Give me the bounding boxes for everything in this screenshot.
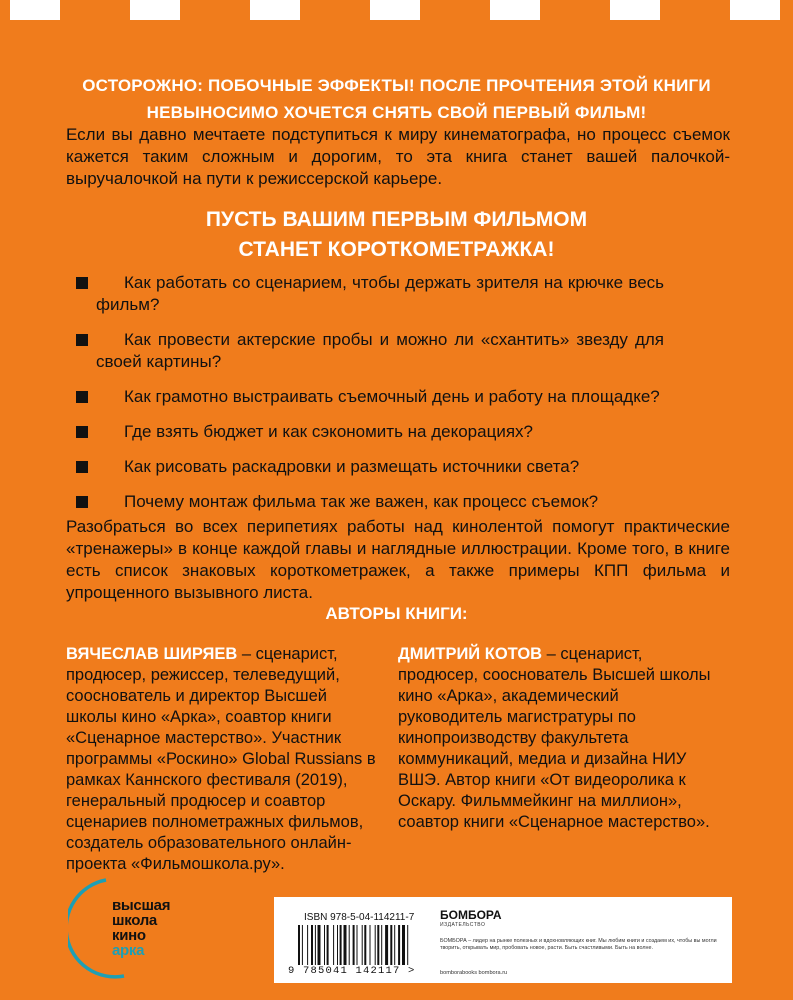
headline-line: ПУСТЬ ВАШИМ ПЕРВЫМ ФИЛЬМОМ (205, 208, 588, 231)
barcode-bar (315, 925, 316, 965)
film-perforation (370, 0, 420, 20)
question-text: Как грамотно выстраивать съемочный день и работу на площадке? (124, 387, 660, 406)
barcode-bar (385, 925, 388, 965)
warning-heading (0, 72, 793, 126)
barcode-digits: 9 785041 142117 > (288, 965, 416, 977)
school-logo (68, 872, 198, 982)
film-perforation (730, 0, 780, 20)
logo-line: кино (112, 927, 146, 944)
publisher-description: БОМБОРА – лидер на рынке полезных и вдохновляющих книг. Мы любим книги и создаем их, чтобы вы могли творить, открывать мир, пробовать новое, расти. Быть счастливыми. Быть на волне. (440, 938, 717, 951)
film-perforation (130, 0, 180, 20)
question-text: Как рисовать раскадровки и размещать источники света? (124, 457, 580, 476)
barcode-bar (318, 925, 321, 965)
question-text: Где взять бюджет и как сэкономить на декорациях? (124, 422, 533, 441)
barcode-panel (274, 897, 732, 983)
author-description: – сценарист, продюсер, режиссер, телеведущий, сооснователь и директор Высшей школы кино «Арка», соавтор книги «Сценарное мастерство». Участник программы «Роскино» Global Russians в рамках Каннского фестиваля (2019), генеральный продюсер и соавтор сценариев полнометражных фильмов, создатель образовательного онлайн-проекта «Фильмошкола.ру». (66, 645, 376, 873)
barcode-bar (370, 925, 371, 965)
authors-heading: АВТОРЫ КНИГИ: (325, 604, 468, 623)
film-strip-border (0, 0, 793, 22)
author-bio (66, 644, 380, 875)
author-description: – сценарист, продюсер, сооснователь Высшей школы кино «Арка», академический руководитель магистратуры по кинопроизводству факультета коммуникаций, медиа и дизайна НИУ ВШЭ. Автор книги «От видеоролика к Оскару. Фильммейкинг на миллион», соавтор книги «Сценарное мастерство». (398, 645, 711, 831)
barcode-bar (402, 925, 405, 965)
question-text: Как работать со сценарием, чтобы держать зрителя на крючке весь фильм? (96, 273, 664, 314)
square-bullet-icon (76, 277, 88, 289)
barcode-bar (390, 925, 392, 965)
barcode-bar (333, 925, 334, 965)
square-bullet-icon (76, 496, 88, 508)
film-perforation (490, 0, 540, 20)
barcode-bar (324, 925, 325, 965)
barcode-bar (398, 925, 400, 965)
logo-line: высшая (112, 897, 171, 914)
barcode-bar (340, 925, 342, 965)
barcode-bar (337, 925, 338, 965)
headline-line: СТАНЕТ КОРОТКОМЕТРАЖКА! (238, 238, 555, 261)
barcode-bar (349, 925, 350, 965)
barcode-bar (302, 925, 303, 965)
author-name: ВЯЧЕСЛАВ ШИРЯЕВ (66, 645, 238, 663)
barcode-bar (381, 925, 382, 965)
list-item (96, 456, 664, 478)
main-headline (0, 205, 793, 265)
list-item (96, 491, 664, 513)
square-bullet-icon (76, 426, 88, 438)
barcode-bar (394, 925, 395, 965)
logo-line: арка (112, 942, 145, 959)
isbn-label: ISBN 978-5-04-114211-7 (304, 912, 415, 923)
intro-paragraph: Если вы давно мечтаете подступиться к миру кинематографа, но процесс съемок кажется таким сложным и дорогим, то эта книга станет вашей палочкой-выручалочкой на пути к режиссерской карьере. (66, 125, 730, 188)
list-item (96, 386, 664, 408)
barcode-bar (298, 925, 300, 965)
film-perforation (250, 0, 300, 20)
question-text: Почему монтаж фильма так же важен, как процесс съемок? (124, 492, 599, 511)
publisher-links: bomborabooks bombora.ru (440, 970, 508, 976)
warning-line: НЕВЫНОСИМО ХОЧЕТСЯ СНЯТЬ СВОЙ ПЕРВЫЙ ФИЛЬМ! (146, 103, 647, 122)
barcode-bar (311, 925, 313, 965)
logo-line: школа (112, 912, 157, 929)
barcode-bar (362, 925, 363, 965)
barcode-bar (357, 925, 358, 965)
square-bullet-icon (76, 391, 88, 403)
list-item (96, 421, 664, 443)
barcode-bar (377, 925, 379, 965)
barcode-bar (327, 925, 329, 965)
author-name: ДМИТРИЙ КОТОВ (398, 645, 543, 663)
barcode-bar (375, 925, 376, 965)
barcode-bar (344, 925, 347, 965)
outro-paragraph: Разобраться во всех перипетиях работы над кинолентой помогут практические «тренажеры» в конце каждой главы и наглядные иллюстрации. Кроме того, в книге есть список знаковых короткометражек, а также примеры КПП фильма и упрощенного вызывного листа. (66, 517, 730, 602)
list-item (96, 329, 664, 373)
publisher-logo: БОМБОРА (440, 908, 502, 922)
film-perforation (610, 0, 660, 20)
barcode-icon (298, 925, 428, 965)
film-perforation (10, 0, 60, 20)
question-text: Как провести актерские пробы и можно ли «схантить» звезду для своей картины? (96, 330, 664, 371)
barcode-bar (353, 925, 355, 965)
square-bullet-icon (76, 334, 88, 346)
barcode-bar (364, 925, 366, 965)
publisher-subtitle: ИЗДАТЕЛЬСТВО (440, 922, 486, 928)
barcode-bar (307, 925, 308, 965)
warning-line: ОСТОРОЖНО: ПОБОЧНЫЕ ЭФФЕКТЫ! ПОСЛЕ ПРОЧТЕНИЯ ЭТОЙ КНИГИ (82, 76, 711, 95)
logo-text (112, 898, 170, 958)
list-item (96, 272, 664, 316)
question-list (96, 272, 664, 526)
square-bullet-icon (76, 461, 88, 473)
author-bio (398, 644, 724, 833)
barcode-bar (407, 925, 408, 965)
